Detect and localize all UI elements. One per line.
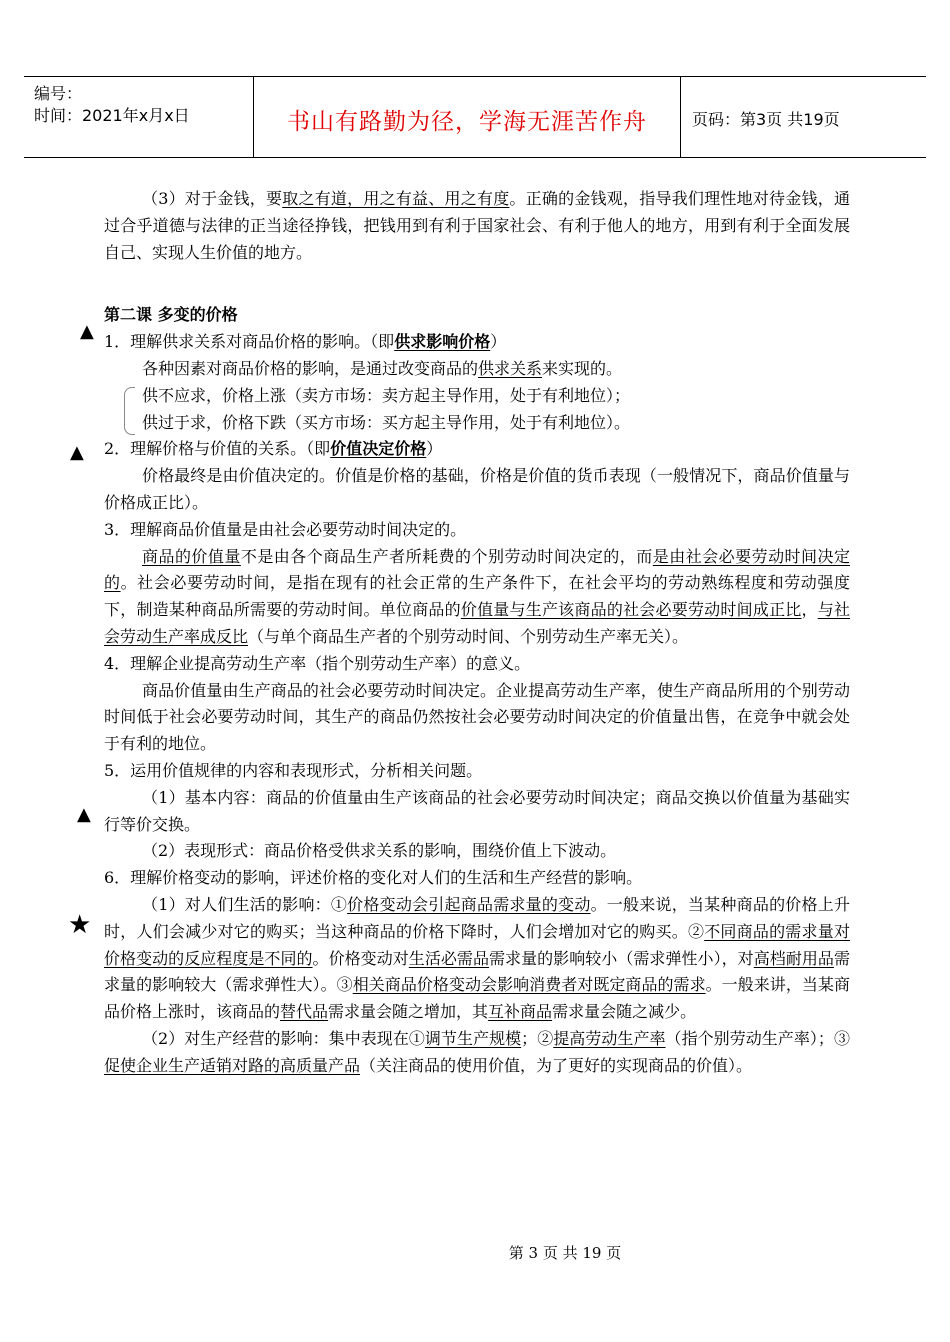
text: （2）对生产经营的影响：集中表现在① xyxy=(142,1028,425,1048)
brace-line-2: 供过于求，价格下跌（买方市场：买方起主导作用，处于有利地位）。 xyxy=(142,412,631,432)
brace-line-1: 供不应求，价格上涨（卖方市场：卖方起主导作用，处于有利地位）； xyxy=(142,385,631,405)
underlined-text: 价值量与生产该商品的 xyxy=(460,600,624,620)
text: （1）对人们生活的影响：① xyxy=(142,894,348,914)
supply-demand-brace xyxy=(104,383,850,437)
item-6-life-impact xyxy=(104,892,850,1026)
text: 。价格变动对 xyxy=(312,948,409,968)
underlined-text: 价值决定价格 xyxy=(330,439,427,459)
text: （指个别劳动生产率）；③ xyxy=(665,1028,850,1048)
underlined-text: 价格变动会引起商品需求量的变动 xyxy=(347,894,591,914)
text: 需求量会随之减少。 xyxy=(552,1002,697,1022)
text: ， xyxy=(801,600,818,620)
text: ） xyxy=(426,439,443,459)
item-5-basic-content: （1）基本内容：商品的价值量由生产该商品的社会必要劳动时间决定；商品交换以价值量为基础实行等价交换。 xyxy=(104,787,850,834)
underlined-text: 不同商品的需求量对价格变动的反应程度是不同的 xyxy=(104,921,850,968)
item-4-body: 商品价值量由生产商品的社会必要劳动时间决定。企业提高劳动生产率，使生产商品所用的个别劳动时间低于社会必要劳动时间，其生产的商品仍然按社会必要劳动时间决定的价值量出售，在竞争中就会处于有利的地位。 xyxy=(104,680,850,754)
text: ） xyxy=(490,332,507,352)
underlined-text: 相关商品价格变动会影响消费者对既定商品的需求 xyxy=(352,975,706,995)
text: 需求量会随之增加，其 xyxy=(328,1002,489,1022)
item-1-body xyxy=(104,356,850,383)
text: 需求量的影响较大（需求弹性大）。③ xyxy=(104,948,850,995)
item-2-heading xyxy=(104,436,850,463)
text: 2．理解价格与价值的关系。（即 xyxy=(104,439,331,459)
item-5-heading: 5．运用价值规律的内容和表现形式，分析相关问题。 xyxy=(104,760,483,780)
underlined-text: 供求关系 xyxy=(478,358,543,378)
text: 各种因素对商品价格的影响，是通过改变商品的 xyxy=(142,358,479,378)
text: 来实现的。 xyxy=(542,358,623,378)
underlined-text: 提高劳动生产率 xyxy=(553,1028,666,1048)
text: （关注商品的使用价值，为了更好的实现商品的价值）。 xyxy=(360,1055,753,1075)
text: 1．理解供求关系对商品价格的影响。（即 xyxy=(104,332,395,352)
paragraph-money xyxy=(104,186,850,266)
text: 。一般来说，当某种商品的价格上升时，人们会减少对它的购买；当这种商品的价格下降时，人们会增加对它的购买。② xyxy=(104,894,850,941)
header-motto: 书山有路勤为径，学海无涯苦作舟 xyxy=(287,109,647,135)
underlined-text: 取之有道，用之有益、用之有度 xyxy=(282,189,510,208)
item-6-production-impact xyxy=(104,1026,850,1080)
text: 。一般来讲，当某商品价格上涨时，该商品的 xyxy=(104,975,850,1022)
star-marker: ★ xyxy=(68,910,92,940)
lesson-title: 第二课 多变的价格 xyxy=(104,305,238,325)
document-body xyxy=(104,186,850,1080)
number-label: 编号： xyxy=(34,84,83,103)
underlined-text: 促使企业生产适销对路的高质量产品 xyxy=(104,1055,361,1075)
triangle-marker-3: ▲ xyxy=(77,804,91,825)
header-page-label: 页码：第3页 共19页 xyxy=(692,110,840,129)
brace-icon xyxy=(124,387,135,435)
underlined-text: 与社会劳动生产率成反比 xyxy=(104,600,850,646)
page-footer: 第 3 页 共 19 页 xyxy=(508,1244,622,1262)
underlined-text: 调节生产规模 xyxy=(424,1028,522,1048)
text: ；② xyxy=(521,1028,554,1048)
item-3-heading: 3．理解商品价值量是由社会必要劳动时间决定的。 xyxy=(104,519,467,539)
underlined-text: 替代品 xyxy=(280,1002,329,1022)
time-label: 时间：2021年x月x日 xyxy=(34,106,190,125)
text: 。社会必要劳动时间，是指在现有的社会正常的生产条件下，在社会平均的劳动熟练程度和劳动强度下，制造某种商品所需要的劳动时间。单位商品的 xyxy=(104,573,850,620)
item-1-heading xyxy=(104,329,850,356)
header-motto-cell xyxy=(254,77,681,157)
item-3-body xyxy=(104,544,850,651)
header-page-cell xyxy=(680,77,926,157)
underlined-text: 高档耐用品 xyxy=(753,948,834,968)
text: 需求量的影响较小（需求弹性小），对 xyxy=(489,948,754,968)
item-5-form: （2）表现形式：商品价格受供求关系的影响，围绕价值上下波动。 xyxy=(142,841,617,861)
underlined-text: 供求影响价格 xyxy=(394,332,491,352)
item-4-heading: 4．理解企业提高劳动生产率（指个别劳动生产率）的意义。 xyxy=(104,653,531,673)
underlined-text: 商品的价值量 xyxy=(142,546,241,566)
triangle-marker-1: ▲ xyxy=(80,321,94,342)
document-header xyxy=(24,76,926,158)
triangle-marker-2: ▲ xyxy=(70,442,84,463)
header-meta xyxy=(24,77,254,157)
underlined-text: 互补商品 xyxy=(488,1002,553,1022)
text: 不是由各个商品生产者所耗费的个别劳动时间决定的，而 xyxy=(240,546,653,566)
underlined-text: 社会必要劳动时间成正比 xyxy=(623,600,802,620)
item-6-heading: 6．理解价格变动的影响，评述价格的变化对人们的生活和生产经营的影响。 xyxy=(104,868,643,888)
underlined-text: 是由社会必要劳动时间决定的 xyxy=(104,546,850,593)
text: （与单个商品生产者的个别劳动时间、个别劳动生产率无关）。 xyxy=(248,626,689,646)
text: 。正确的金钱观，指导我们理性地对待金钱，通过合乎道德与法律的正当途径挣钱，把钱用到有利于国家社会、有利于他人的地方，用到有利于全面发展自己、实现人生价值的地方。 xyxy=(104,189,850,262)
text: （3）对于金钱，要 xyxy=(142,189,283,208)
spacer xyxy=(104,266,850,302)
underlined-text: 生活必需品 xyxy=(408,948,490,968)
item-2-body: 价格最终是由价值决定的。价值是价格的基础，价格是价值的货币表现（一般情况下，商品价值量与价格成正比）。 xyxy=(104,466,850,512)
